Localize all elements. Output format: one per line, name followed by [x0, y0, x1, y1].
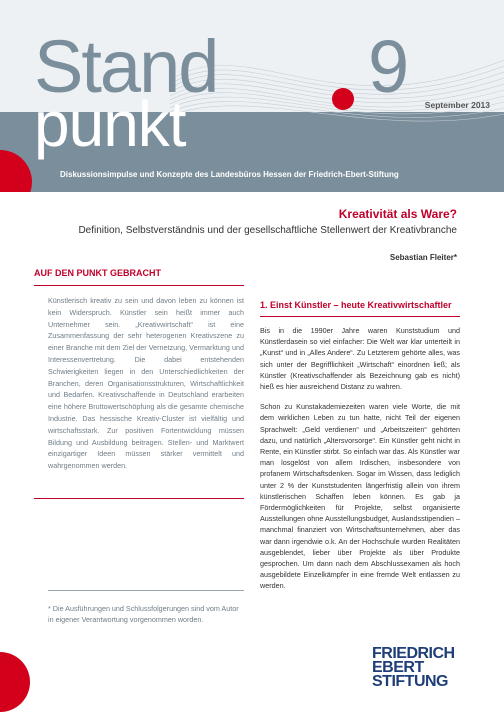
footnote-rule [48, 590, 244, 591]
summary-bottom-rule [34, 498, 244, 499]
series-description: Diskussionsimpulse und Konzepte des Landesbüros Hessen der Friedrich-Ebert-Stiftung [60, 170, 399, 179]
article-author: Sebastian Fleiter* [389, 253, 457, 262]
summary-text: Künstlerisch kreativ zu sein und davon leben zu können ist kein Widerspruch. Künstler sein heißt immer auch Unternehmer sein. „Kreativwirtschaft“ ist eine Zusammenfassung der sehr heterogenen Kreativszene zu einer Branche mit dem Ziel der Vernetzung, Vermarktung und Interessenvertretung. Die dabei entstehenden Schwierigkeiten liegen in den Unterschiedlichkeiten der Branchen, deren Organisationsstrukturen, Wirtschaftlichkeit und Bedarfen. Kreativschaffende in Deutschland erarbeiten eine höhere Bruttowertschöpfung als die gesamte chemische Industrie. Das hessische Kreativ-Cluster ist vielfältig und wirtschaftsstark. Zur positiven Fortentwicklung müssen Bildung und Ausbildung beitragen. Stellen- und Marktwert einzigartiger Ideen müssen stärker vermittelt und wahrgenommen werden. [48, 296, 244, 471]
bottom-red-dot [0, 652, 30, 712]
issue-date: September 2013 [424, 100, 490, 110]
paragraph: Schon zu Kunstakademiezeiten waren viele Worte, die mit dem wirklichen Leben zu tun hatte, nicht Teil der eigenen Sprachwelt: „Geld verdienen“ und „Arbeitszeiten“ gehörten dazu, und natürlich „Altersvorsorge“. Ein Künstler geht nicht in Rente, ein Künstler stirbt. So einfach war das. Als Künstler war man losgelöst von allem Irdischen, insbesondere von profanem Wirtschaftsdenken. Sogar im Wissen, dass lediglich unter 2 % der Kunststudenten längerfristig allein von ihrem künstlerischen Schaffen leben können. Es gab ja Fördermöglichkeiten für Projekte, selbst organisierte Ausstellungen ohne Ausstellungsbudget, Auslandsstipendien – manchmal finanziert von Wirtschaftsunternehmen, aber das war dann irgendwie o.k. An der Hochschule wurden Realitäten ausgeblendet, lieber über Projekte als über Produkte gesprochen. Um dann nach dem Abschlussexamen als hoch ausgebildete Einzelkämpfer in eine fremde Welt entlassen zu werden. [260, 402, 460, 591]
section-body [260, 325, 460, 601]
issue-number: 9 [368, 25, 410, 108]
section-rule [260, 316, 460, 317]
wave-graphic [170, 20, 504, 140]
title-red-dot [332, 88, 354, 110]
title-punkt: punkt [34, 88, 186, 160]
article-title: Kreativität als Ware? [338, 207, 457, 221]
logo-line-3: STIFTUNG [372, 673, 448, 690]
header-banner [0, 0, 504, 192]
article-subtitle: Definition, Selbstverständnis und der gesellschaftliche Stellenwert der Kreativbranche [78, 225, 457, 236]
summary-heading: AUF DEN PUNKT GEBRACHT [34, 268, 161, 278]
title-stand: Stand [34, 25, 218, 108]
fes-logo [372, 647, 468, 689]
logo-line-1: FRIEDRICH [372, 645, 455, 662]
paragraph: Bis in die 1990er Jahre waren Kunststudium und Künstlerdasein so viel einfacher: Die Welt war klar unterteilt in „Kunst“ und in „Alles Andere“. Zu Letzterem gehörte alles, was sich unter der Begrifflichkeit „Wirtschaft“ einordnen ließ; als Künstler (Kreativschaffender als Bezeichnung gab es nicht) hieß es hier ausreichend Distanz zu wahren. [260, 326, 460, 392]
footnote: * Die Ausführungen und Schlussfolgerungen sind vom Autor in eigener Verantwortung vorgenommen worden. [48, 604, 239, 625]
logo-line-2: EBERT [372, 659, 424, 676]
section-heading: 1. Einst Künstler – heute Kreativwirtschaftler [260, 300, 452, 310]
summary-top-rule [34, 285, 244, 286]
